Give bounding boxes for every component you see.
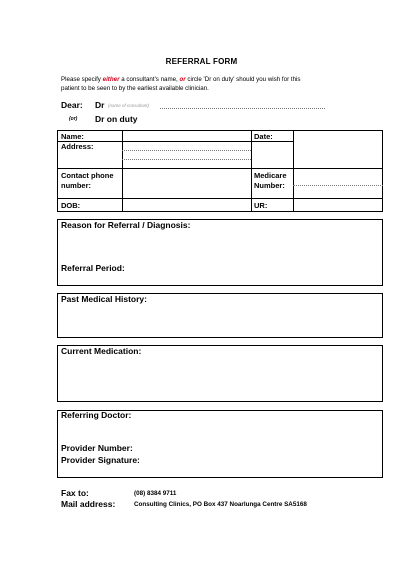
dear-label: Dear: <box>61 100 83 110</box>
ur-label: UR: <box>254 201 268 210</box>
dr-label: Dr <box>95 100 105 110</box>
or-label: (or) <box>69 116 78 122</box>
table-divider <box>122 130 123 212</box>
table-row-divider <box>57 168 383 169</box>
or-emphasis: or <box>179 76 186 83</box>
address-line <box>122 159 251 160</box>
instructions-text-part: circle 'Dr on duty' should you wish for this <box>185 76 301 83</box>
dob-label: DOB: <box>61 201 81 210</box>
name-label: Name: <box>61 132 84 141</box>
reason-label: Reason for Referral / Diagnosis: <box>61 220 191 230</box>
referring-doctor-label: Referring Doctor: <box>61 410 132 420</box>
instructions-text-part: Please specify <box>61 76 103 83</box>
table-row-divider <box>57 198 383 199</box>
fax-number: (08) 8384 9711 <box>134 490 177 497</box>
contact-phone-label: number: <box>61 181 91 190</box>
consultant-name-field[interactable] <box>160 108 325 109</box>
contact-phone-label: Contact phone <box>61 171 114 180</box>
instructions-line-2: patient to be seen to by the earliest available clinician. <box>61 84 209 92</box>
either-emphasis: either <box>102 76 120 83</box>
fax-label: Fax to: <box>61 488 89 498</box>
date-label: Date: <box>254 132 273 141</box>
medicare-line <box>293 185 383 186</box>
past-history-label: Past Medical History: <box>61 294 147 304</box>
instructions-text <box>61 76 351 93</box>
provider-number-label: Provider Number: <box>61 443 133 453</box>
medicare-label: Number: <box>254 181 285 190</box>
table-divider <box>293 130 294 212</box>
address-line <box>122 150 251 151</box>
mail-label: Mail address: <box>61 499 116 509</box>
form-title: REFERRAL FORM <box>165 57 238 66</box>
provider-signature-label: Provider Signature: <box>61 455 140 465</box>
referral-period-label: Referral Period: <box>61 263 125 273</box>
table-divider <box>251 130 252 212</box>
dr-on-duty-option[interactable]: Dr on duty <box>95 114 138 124</box>
consultant-name-placeholder: (name of consultant) <box>108 103 150 108</box>
instructions-line-1 <box>61 76 351 85</box>
medication-label: Current Medication: <box>61 346 142 356</box>
mail-address: Consulting Clinics, PO Box 437 Noarlunga Centre SA5168 <box>134 501 307 508</box>
medicare-label: Medicare <box>254 171 287 180</box>
address-label: Address: <box>61 142 94 151</box>
instructions-text-part: a consultant's name, <box>119 76 180 83</box>
